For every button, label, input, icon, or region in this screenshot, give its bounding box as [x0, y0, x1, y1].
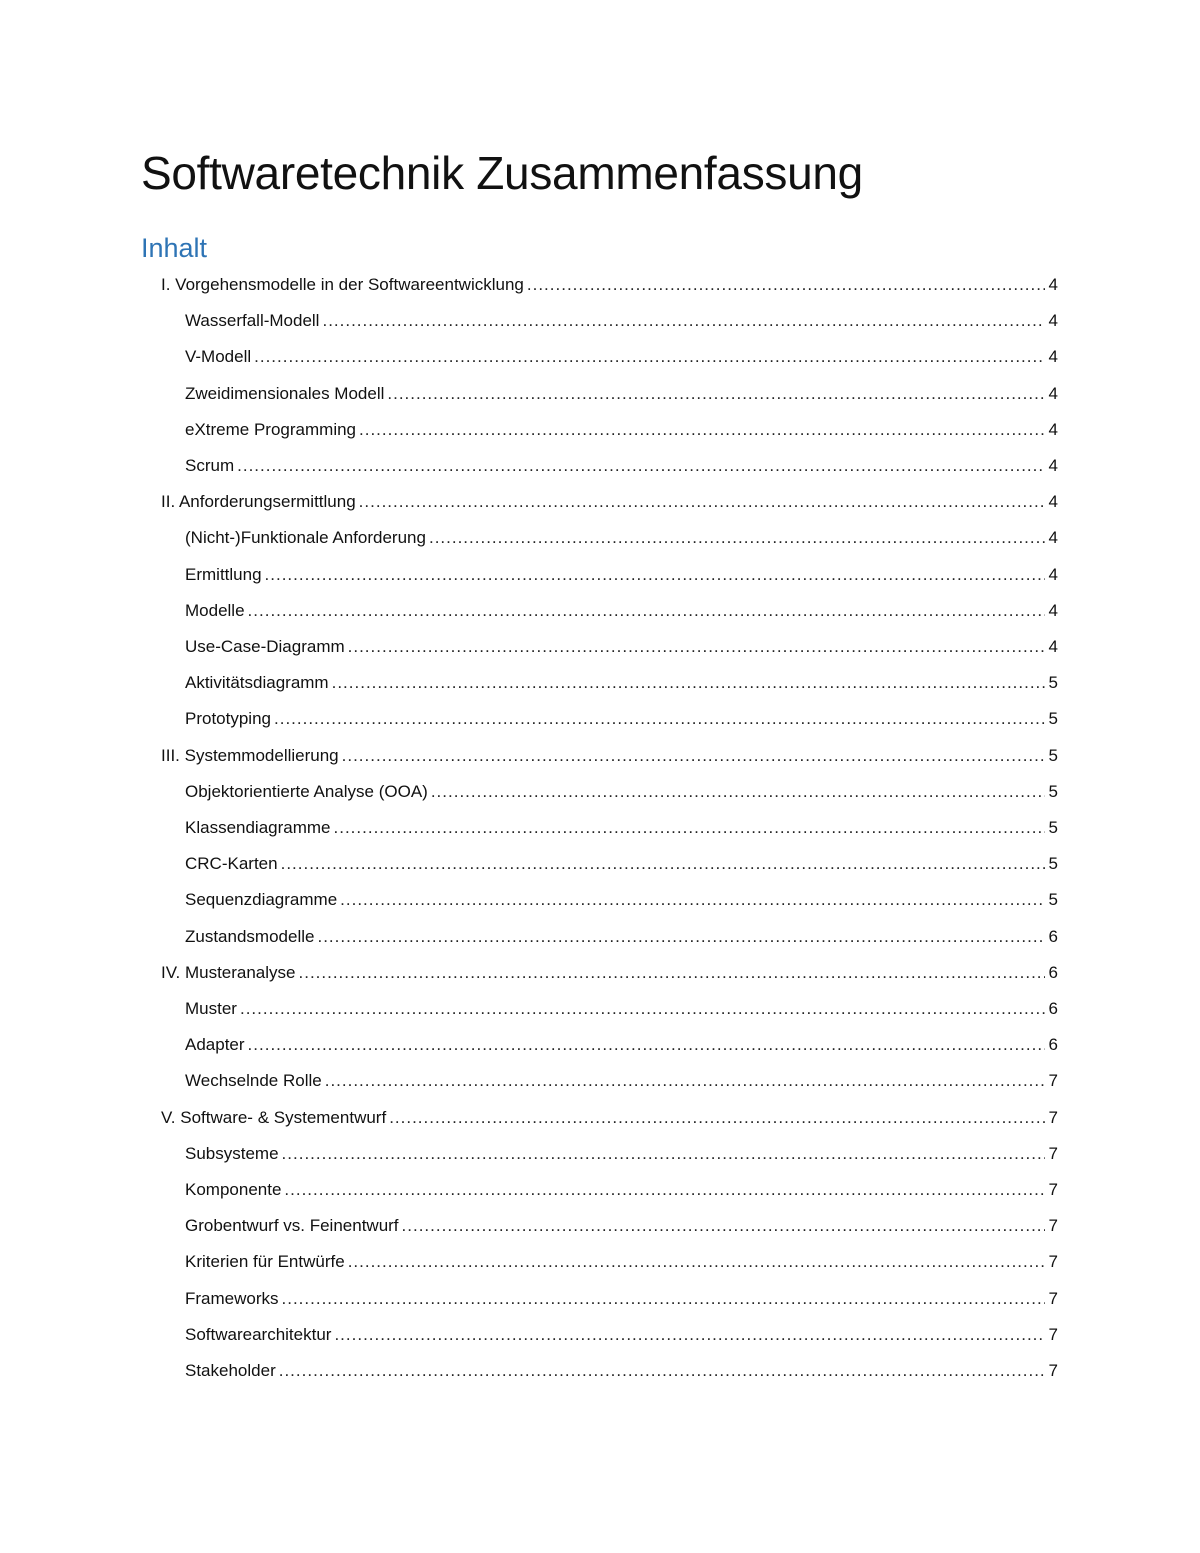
- toc-entry-line: [185, 1035, 1058, 1055]
- toc-page-number: 4: [1048, 383, 1058, 403]
- toc-heading: Inhalt: [141, 233, 208, 263]
- toc-dot-leader: [274, 709, 1045, 729]
- toc-page-number: 7: [1048, 1107, 1058, 1127]
- toc-entry-label: Zustandsmodelle: [185, 926, 315, 946]
- toc-entry-line: [185, 637, 1058, 657]
- toc-entry-label: Ermittlung: [185, 564, 262, 584]
- toc-entry-label: Subsysteme: [185, 1143, 279, 1163]
- toc-dot-leader: [322, 311, 1045, 331]
- toc-entry-line: [185, 1325, 1058, 1345]
- toc-entry-label: Frameworks: [185, 1288, 279, 1308]
- toc-page-number: 6: [1048, 926, 1058, 946]
- toc-dot-leader: [325, 1071, 1045, 1091]
- toc-page-number: 4: [1048, 419, 1058, 439]
- toc-entry-label: Softwarearchitektur: [185, 1324, 332, 1344]
- toc-page-number: 7: [1048, 1071, 1058, 1091]
- toc-page-number: 5: [1048, 854, 1058, 874]
- toc-dot-leader: [282, 1144, 1045, 1164]
- toc-dot-leader: [431, 782, 1045, 802]
- toc-entry-line: [185, 927, 1058, 947]
- toc-page-number: 6: [1048, 999, 1058, 1018]
- toc-dot-leader: [282, 1289, 1045, 1309]
- toc-page-number: 4: [1048, 564, 1058, 584]
- toc-page-number: 6: [1048, 1035, 1058, 1055]
- toc-entry-label: eXtreme Programming: [185, 419, 357, 439]
- toc-page-number: 5: [1048, 818, 1058, 837]
- toc-page-number: 4: [1048, 275, 1058, 294]
- toc-subsection-entry[interactable]: [0, 1172, 1200, 1208]
- toc-dot-leader: [527, 275, 1045, 295]
- toc-entry-label: Prototyping: [185, 709, 271, 729]
- toc-page-number: 5: [1048, 709, 1058, 729]
- toc-dot-leader: [342, 746, 1045, 766]
- toc-entry-line: [185, 1252, 1058, 1272]
- toc-section-entry[interactable]: [0, 738, 1200, 774]
- toc-dot-leader: [248, 601, 1045, 621]
- toc-dot-leader: [299, 963, 1046, 983]
- toc-page-number: 4: [1048, 600, 1058, 620]
- toc-section-entry[interactable]: [0, 484, 1200, 520]
- toc-dot-leader: [334, 1325, 1045, 1345]
- toc-entry-label: Stakeholder: [185, 1361, 276, 1380]
- toc-entry-line: [185, 420, 1058, 440]
- toc-section-entry[interactable]: [0, 955, 1200, 991]
- toc-dot-leader: [348, 1252, 1045, 1272]
- toc-subsection-entry[interactable]: [0, 1353, 1200, 1389]
- toc-entry-line: [185, 890, 1058, 910]
- toc-entry-label: Use-Case-Diagramm: [185, 637, 345, 656]
- toc-entry-label: Scrum: [185, 456, 235, 475]
- toc-entry-line: [185, 1289, 1058, 1309]
- toc-entry-line: [161, 1108, 1058, 1128]
- toc-entry-label: Objektorientierte Analyse (OOA): [185, 781, 428, 801]
- toc-dot-leader: [332, 673, 1045, 693]
- toc-subsection-entry[interactable]: [0, 339, 1200, 375]
- toc-page-number: 7: [1048, 1324, 1058, 1344]
- toc-dot-leader: [279, 1361, 1045, 1381]
- toc-page-number: 7: [1048, 1252, 1058, 1272]
- toc-entry-line: [161, 492, 1058, 512]
- toc-dot-leader: [389, 1108, 1045, 1128]
- toc-entry-label: III. Systemmodellierung: [161, 745, 339, 765]
- toc-subsection-entry[interactable]: [0, 774, 1200, 810]
- toc-subsection-entry[interactable]: [0, 701, 1200, 737]
- toc-subsection-entry[interactable]: [0, 810, 1200, 846]
- toc-section-entry[interactable]: [0, 1100, 1200, 1136]
- toc-entry-label: (Nicht-)Funktionale Anforderung: [185, 528, 426, 548]
- toc-entry-line: [161, 746, 1058, 766]
- toc-subsection-entry[interactable]: [0, 1136, 1200, 1172]
- toc-entry-line: [185, 818, 1058, 838]
- toc-entry-line: [161, 275, 1058, 295]
- toc-entry-label: Modelle: [185, 600, 245, 620]
- toc-page-number: 7: [1048, 1216, 1058, 1236]
- toc-entry-label: Zweidimensionales Modell: [185, 383, 385, 403]
- toc-entry-line: [185, 782, 1058, 802]
- toc-page-number: 7: [1048, 1288, 1058, 1308]
- toc-dot-leader: [281, 854, 1045, 874]
- toc-page-number: 5: [1048, 890, 1058, 910]
- toc-page-number: 6: [1048, 962, 1058, 982]
- toc-subsection-entry[interactable]: [0, 1027, 1200, 1063]
- toc-dot-leader: [237, 456, 1045, 476]
- toc-entry-label: Sequenzdiagramme: [185, 890, 338, 910]
- toc-subsection-entry[interactable]: [0, 665, 1200, 701]
- toc-entry-line: [185, 1216, 1058, 1236]
- toc-subsection-entry[interactable]: [0, 412, 1200, 448]
- toc-entry-line: [185, 1071, 1058, 1091]
- toc-subsection-entry[interactable]: [0, 1317, 1200, 1353]
- toc-dot-leader: [334, 818, 1045, 838]
- toc-page-number: 4: [1048, 528, 1058, 548]
- toc-entry-label: II. Anforderungsermittlung: [161, 492, 356, 512]
- toc-dot-leader: [359, 420, 1045, 440]
- toc-subsection-entry[interactable]: [0, 303, 1200, 339]
- toc-entry-label: Grobentwurf vs. Feinentwurf: [185, 1216, 399, 1236]
- toc-dot-leader: [265, 565, 1045, 585]
- toc-entry-line: [185, 311, 1058, 331]
- toc-subsection-entry[interactable]: [0, 629, 1200, 665]
- toc-entry-line: [185, 601, 1058, 621]
- toc-entry-line: [185, 854, 1058, 874]
- toc-entry-label: IV. Musteranalyse: [161, 962, 296, 982]
- toc-subsection-entry[interactable]: [0, 376, 1200, 412]
- toc-subsection-entry[interactable]: [0, 448, 1200, 484]
- toc-page-number: 4: [1048, 347, 1058, 367]
- toc-entry-line: [185, 565, 1058, 585]
- toc-entry-line: [185, 528, 1058, 548]
- toc-entry-label: Wasserfall-Modell: [185, 311, 320, 331]
- toc-entry-line: [185, 1180, 1058, 1200]
- toc-page-number: 7: [1048, 1143, 1058, 1163]
- toc-entry-label: CRC-Karten: [185, 854, 278, 874]
- toc-subsection-entry[interactable]: [0, 520, 1200, 556]
- toc-subsection-entry[interactable]: [0, 991, 1200, 1027]
- toc-page-number: 4: [1048, 492, 1058, 512]
- toc-entry-line: [185, 1144, 1058, 1164]
- toc-dot-leader: [248, 1035, 1045, 1055]
- toc-dot-leader: [348, 637, 1045, 657]
- toc-entry-label: Aktivitätsdiagramm: [185, 673, 329, 693]
- toc-entry-label: Adapter: [185, 1035, 245, 1055]
- toc-page-number: 7: [1048, 1361, 1058, 1380]
- toc-entry-line: [185, 673, 1058, 693]
- toc-subsection-entry[interactable]: [0, 1063, 1200, 1099]
- toc-entry-line: [185, 456, 1058, 476]
- toc-dot-leader: [240, 999, 1045, 1019]
- toc-subsection-entry[interactable]: [0, 1281, 1200, 1317]
- toc-page-number: 7: [1048, 1180, 1058, 1199]
- toc-entry-line: [161, 963, 1058, 983]
- toc-entry-line: [185, 999, 1058, 1019]
- toc-subsection-entry[interactable]: [0, 557, 1200, 593]
- toc-subsection-entry[interactable]: [0, 919, 1200, 955]
- toc-entry-label: V-Modell: [185, 347, 252, 367]
- toc-entry-label: Kriterien für Entwürfe: [185, 1252, 345, 1272]
- toc-page-number: 5: [1048, 745, 1058, 765]
- toc-dot-leader: [340, 890, 1045, 910]
- toc-subsection-entry[interactable]: [0, 882, 1200, 918]
- toc-dot-leader: [317, 927, 1045, 947]
- toc-subsection-entry[interactable]: [0, 1208, 1200, 1244]
- toc-entry-label: Klassendiagramme: [185, 818, 331, 837]
- toc-entry-label: I. Vorgehensmodelle in der Softwareentwicklung: [161, 275, 524, 294]
- toc-entry-line: [185, 347, 1058, 367]
- toc-entry-label: Komponente: [185, 1180, 282, 1199]
- toc-entry-label: Muster: [185, 999, 237, 1018]
- toc-dot-leader: [402, 1216, 1045, 1236]
- toc-subsection-entry[interactable]: [0, 1244, 1200, 1280]
- toc-dot-leader: [284, 1180, 1045, 1200]
- toc-page-number: 5: [1048, 781, 1058, 801]
- toc-section-entry[interactable]: [0, 267, 1200, 303]
- toc-dot-leader: [254, 347, 1045, 367]
- toc-entry-line: [185, 1361, 1058, 1381]
- toc-dot-leader: [387, 384, 1045, 404]
- toc-entry-label: Wechselnde Rolle: [185, 1071, 322, 1091]
- toc-entry-line: [185, 709, 1058, 729]
- document-title: Softwaretechnik Zusammenfassung: [141, 147, 863, 199]
- toc-dot-leader: [359, 492, 1045, 512]
- toc-page-number: 4: [1048, 456, 1058, 475]
- toc-page-number: 5: [1048, 673, 1058, 693]
- toc-entry-line: [185, 384, 1058, 404]
- toc-page-number: 4: [1048, 311, 1058, 331]
- toc-subsection-entry[interactable]: [0, 593, 1200, 629]
- toc-dot-leader: [429, 528, 1045, 548]
- toc-subsection-entry[interactable]: [0, 846, 1200, 882]
- toc-entry-label: V. Software- & Systementwurf: [161, 1107, 387, 1127]
- toc-page-number: 4: [1048, 637, 1058, 656]
